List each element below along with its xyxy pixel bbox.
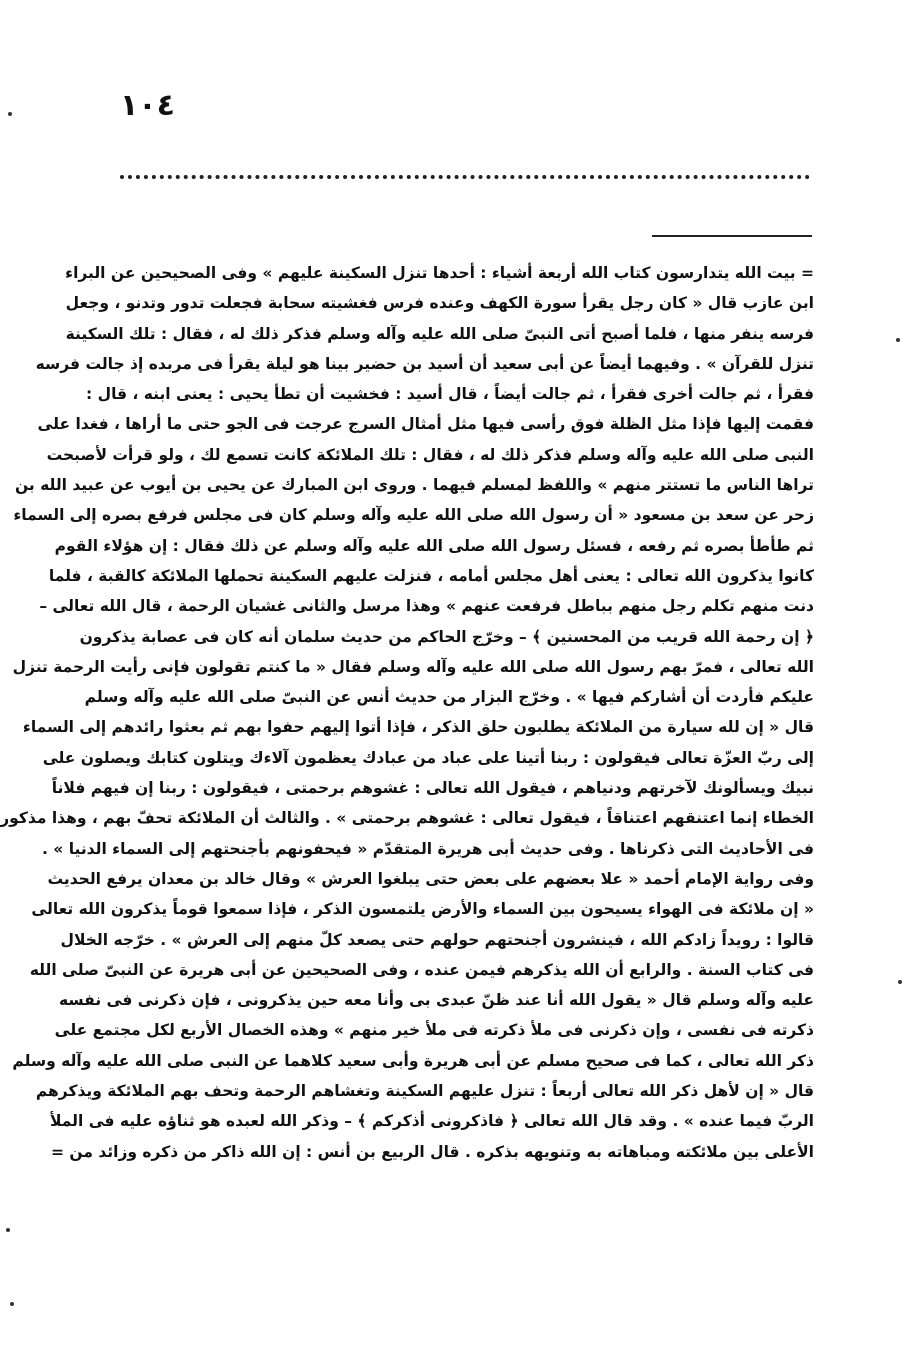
scan-speck xyxy=(898,980,902,984)
scan-speck xyxy=(896,338,900,342)
body-text xyxy=(0,258,814,1167)
text-line: فرسه ينفر منها ، فلما أصبح أتى النبىّ صلى الله عليه وآله وسلم فذكر ذلك له ، فقال : تلك السكينة xyxy=(65,324,814,343)
text-line: قال « إن لأهل ذكر الله تعالى أربعاً : تنزل عليهم السكينة وتغشاهم الرحمة وتحف بهم الملائكة ويذكرهم xyxy=(35,1082,814,1101)
scan-speck xyxy=(10,1302,14,1306)
page-number: ١٠٤ xyxy=(120,88,175,123)
text-line: ذكر الله تعالى ، كما فى صحيح مسلم عن أبى هريرة وأبى سعيد كلاهما عن النبى صلى الله عليه وآله وسلم xyxy=(12,1051,814,1070)
scan-speck xyxy=(8,112,12,116)
text-line: نبيك ويسألونك لآخرتهم ودنياهم ، فيقول الله تعالى : غشوهم برحمتى ، فيقولون : ربنا إن فيهم فلاناً xyxy=(51,779,814,798)
text-line: عليه وآله وسلم قال « يقول الله أنا عند ظنّ عبدى بى وأنا معه حين يذكرونى ، فإن ذكرنى فى نفسه xyxy=(59,991,814,1010)
text-line: ثم طأطأ بصره ثم رفعه ، فسئل رسول الله صلى الله عليه وآله وسلم عن ذلك فقال : إن هؤلاء القوم xyxy=(54,536,814,555)
text-line: زحر عن سعد بن مسعود « أن رسول الله صلى الله عليه وآله وسلم كان فى مجلس فرفع بصره إلى السماء xyxy=(13,506,814,525)
text-line: « إن ملائكة فى الهواء يسيحون بين السماء والأرض يلتمسون الذكر ، فإذا سمعوا قوماً يذكرون الله تعالى xyxy=(31,900,814,919)
text-line: الربّ فيما عنده » . وقد قال الله تعالى ﴿ فاذكرونى أذكركم ﴾ – وذكر الله لعبده هو ثناؤه عليه فى الملأ xyxy=(50,1112,814,1131)
text-line: فقمت إليها فإذا مثل الظلة فوق رأسى فيها مثل أمثال السرج عرجت فى الجو حتى ما أراها ، فغدا على xyxy=(37,415,814,434)
text-line: قال « إن لله سيارة من الملائكة يطلبون حلق الذكر ، فإذا أتوا إليهم حفوا بهم ثم بعثوا رائدهم إلى السماء xyxy=(22,718,814,737)
text-line: الخطاء إنما اعتنقهم اعتناقاً ، فيقول تعالى : غشوهم برحمتى » . والثالث أن الملائكة تحفّ بهم ، وهذا مذكور xyxy=(0,809,814,828)
text-line: الأعلى بين ملائكته ومباهاته به وتنويهه بذكره . قال الربيع بن أنس : إن الله ذاكر من ذكره وزائد من = xyxy=(51,1142,814,1161)
text-line: عليكم فأردت أن أشاركم فيها » . وخرّج البزار من حديث أنس عن النبىّ صلى الله عليه وآله وسلم xyxy=(84,688,814,707)
text-line: فى كتاب السنة . والرابع أن الله يذكرهم فيمن عنده ، وفى الصحيحين عن أبى هريرة عن النبىّ صلى الله xyxy=(29,960,814,979)
text-line: تراها الناس ما تستتر منهم » واللفظ لمسلم فيهما . وروى ابن المبارك عن يحيى بن أيوب عن عبيد الله بن xyxy=(14,476,814,495)
text-line: ذكرته فى نفسى ، وإن ذكرنى فى ملأ ذكرته فى ملأ خير منهم » وهذه الخصال الأربع لكل مجتمع على xyxy=(54,1021,814,1040)
text-line: دنت منهم تكلم رجل منهم بباطل فرفعت عنهم » وهذا مرسل والثانى غشيان الرحمة ، قال الله تعالى – xyxy=(39,597,814,616)
text-line: كانوا يذكرون الله تعالى : يعنى أهل مجلس أمامه ، فنزلت عليهم السكينة تحملها الملائكة كالقبة ، فلما xyxy=(48,566,814,585)
text-line: الله تعالى ، فمرّ بهم رسول الله صلى الله عليه وآله وسلم فقال « ما كنتم تقولون فإنى رأيت الرحمة تنزل xyxy=(12,657,814,676)
text-line: فى الأحاديث التى ذكرناها . وفى حديث أبى هريرة المتقدّم « فيحفونهم بأجنحتهم إلى السماء الدنيا » . xyxy=(42,839,814,858)
scan-speck xyxy=(6,1228,10,1232)
text-line: إلى ربّ العزّة تعالى فيقولون : ربنا أتينا على عباد من عبادك يعظمون آلاءك ويتلون كتابك ويصلون على xyxy=(42,748,814,767)
text-line: تنزل للقرآن » . وفيهما أيضاً عن أبى سعيد أن أسيد بن حضير بينا هو ليلة يقرأ فى مربده إذ جالت فرسه xyxy=(35,354,814,373)
footnote-rule xyxy=(652,235,812,237)
text-line: النبى صلى الله عليه وآله وسلم فذكر ذلك له ، فقال : تلك الملائكة كانت تسمع لك ، ولو قرأت لأصبحت xyxy=(46,445,814,464)
text-line: = بيت الله يتدارسون كتاب الله أربعة أشياء : أحدها تنزل السكينة عليهم » وفى الصحيحين عن البراء xyxy=(65,264,814,282)
text-line: وفى رواية الإمام أحمد « علا بعضهم على بعض حتى يبلغوا العرش » وقال خالد بن معدان يرفع الحديث xyxy=(47,869,814,888)
dotted-separator xyxy=(120,175,810,179)
text-line: ﴿ إن رحمة الله قريب من المحسنين ﴾ – وخرّج الحاكم من حديث سلمان أنه كان فى عصابة يذكرون xyxy=(79,627,814,646)
text-line: ابن عازب قال « كان رجل يقرأ سورة الكهف وعنده فرس فغشيته سحابة فجعلت تدور وتدنو ، وجعل xyxy=(65,294,814,313)
text-line: قالوا : رويداً زادكم الله ، فينشرون أجنحتهم حولهم حتى يصعد كلّ منهم إلى العرش » . خرّجه الخلال xyxy=(60,930,814,949)
text-line: فقرأ ، ثم جالت أخرى فقرأ ، ثم جالت أيضاً ، قال أسيد : فخشيت أن تطأ يحيى : يعنى ابنه ، قال : xyxy=(86,385,814,404)
